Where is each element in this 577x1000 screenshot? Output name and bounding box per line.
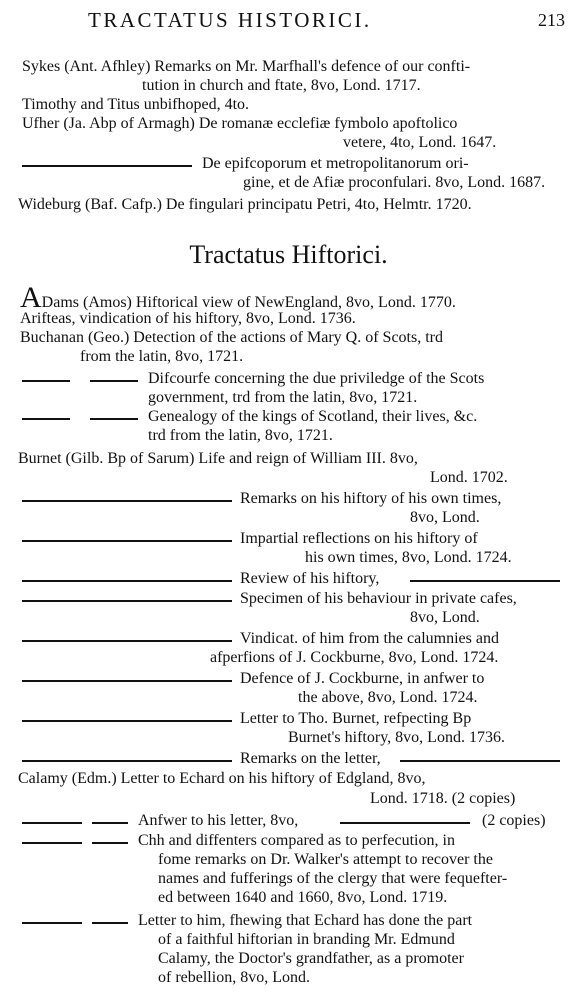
entry-line: Lond. 1718. (2 copies) — [370, 790, 516, 807]
page-number: 213 — [538, 10, 565, 30]
entry-line: Buchanan (Geo.) Detection of the actions of Mary Q. of Scots, trd — [20, 329, 443, 346]
entry-line: of rebellion, 8vo, Lond. — [158, 969, 310, 986]
entry-line: Specimen of his behaviour in private cafes, — [240, 590, 517, 607]
ditto-dash — [22, 600, 232, 602]
entry-line: Remarks on his hiftory of his own times, — [240, 490, 502, 507]
entry-line: government, trd from the latin, 8vo, 1721. — [148, 389, 418, 406]
entry-line: Remarks on the letter, — [240, 750, 381, 767]
entry-line: Difcourfe concerning the due priviledge of the Scots — [148, 370, 485, 387]
entry-line: Chh and diffenters compared as to perfecution, in — [138, 832, 455, 849]
ditto-dash — [22, 922, 82, 924]
ditto-dash — [22, 760, 232, 762]
ditto-dash — [400, 760, 560, 762]
section-title: Tractatus Hiftorici. — [189, 240, 388, 269]
entry-line: Sykes (Ant. Afhley) Remarks on Mr. Marfhall's defence of our confti- — [22, 58, 471, 75]
entry-line: 8vo, Lond. — [410, 509, 480, 526]
running-title: TRACTATUS HISTORICI. — [88, 8, 372, 32]
entry-line: Letter to Tho. Burnet, refpecting Bp — [240, 710, 472, 727]
ditto-dash — [22, 640, 232, 642]
entry-line: ADams (Amos) Hiftorical view of NewEngland, 8vo, Lond. 1770. — [20, 281, 456, 314]
ditto-dash — [92, 922, 128, 924]
ditto-dash — [90, 418, 138, 420]
entry-line: tution in church and ftate, 8vo, Lond. 1717. — [142, 77, 421, 94]
ditto-dash — [22, 822, 82, 824]
ditto-dash — [22, 680, 232, 682]
running-header — [0, 8, 577, 36]
entry-line: trd from the latin, 8vo, 1721. — [148, 427, 333, 444]
ditto-dash — [22, 720, 232, 722]
entry-line: ed between 1640 and 1660, 8vo, Lond. 1719. — [158, 889, 448, 906]
ditto-dash — [92, 822, 128, 824]
ditto-dash — [90, 380, 138, 382]
entry-line: De epifcoporum et metropolitanorum ori- — [202, 155, 469, 172]
entry-line: Letter to him, fhewing that Echard has done the part — [138, 912, 473, 929]
entry-line: Calamy (Edm.) Letter to Echard on his hiftory of Edgland, 8vo, — [18, 770, 426, 787]
entry-line: gine, et de Afiæ proconfulari. 8vo, Lond. 1687. — [243, 174, 546, 191]
entry-line: Burnet's hiftory, 8vo, Lond. 1736. — [288, 729, 505, 746]
entry-line: his own times, 8vo, Lond. 1724. — [305, 549, 512, 566]
entry-line: Vindicat. of him from the calumnies and — [240, 630, 499, 647]
entry-line: 8vo, Lond. — [410, 609, 480, 626]
entry-line: Impartial reflections on his hiftory of — [240, 530, 478, 547]
entry-line: vetere, 4to, Lond. 1647. — [343, 134, 497, 151]
entry-line: Calamy, the Doctor's grandfather, as a promoter — [158, 950, 464, 967]
entry-line: from the latin, 8vo, 1721. — [80, 348, 244, 365]
entry-line: (2 copies) — [482, 812, 546, 829]
ditto-dash — [92, 842, 128, 844]
ditto-dash — [22, 165, 192, 167]
entry-line: Burnet (Gilb. Bp of Sarum) Life and reign of William III. 8vo, — [18, 450, 418, 467]
drop-capital: A — [20, 281, 42, 314]
entry-line: Timothy and Titus unbifhoped, 4to. — [22, 96, 250, 113]
entry-line: of a faithful hiftorian in branding Mr. Edmund — [158, 931, 455, 948]
ditto-dash — [22, 500, 232, 502]
ditto-dash — [22, 418, 70, 420]
entry-line: Review of his hiftory, — [240, 570, 380, 587]
entry-line: the above, 8vo, Lond. 1724. — [298, 689, 478, 706]
entry-line: Lond. 1702. — [430, 469, 508, 486]
ditto-dash — [22, 380, 70, 382]
entry-line: Anfwer to his letter, 8vo, — [138, 812, 299, 829]
ditto-dash — [410, 580, 560, 582]
entry-line: fome remarks on Dr. Walker's attempt to recover the — [158, 851, 493, 868]
entry-line: Wideburg (Baf. Cafp.) De fingulari principatu Petri, 4to, Helmtr. 1720. — [18, 196, 472, 213]
entry-line: names and fufferings of the clergy that were fequefter- — [158, 870, 508, 887]
ditto-dash — [22, 842, 82, 844]
entry-line: Genealogy of the kings of Scotland, their lives, &c. — [148, 408, 478, 425]
entry-line: Ufher (Ja. Abp of Armagh) De romanæ ecclefiæ fymbolo apoftolico — [22, 115, 458, 132]
ditto-dash — [340, 822, 470, 824]
ditto-dash — [22, 580, 232, 582]
ditto-dash — [22, 540, 232, 542]
entry-line: Arifteas, vindication of his hiftory, 8vo, Lond. 1736. — [20, 310, 356, 327]
entry-line: afperfions of J. Cockburne, 8vo, Lond. 1724. — [210, 649, 499, 666]
entry-line: Defence of J. Cockburne, in anfwer to — [240, 670, 485, 687]
